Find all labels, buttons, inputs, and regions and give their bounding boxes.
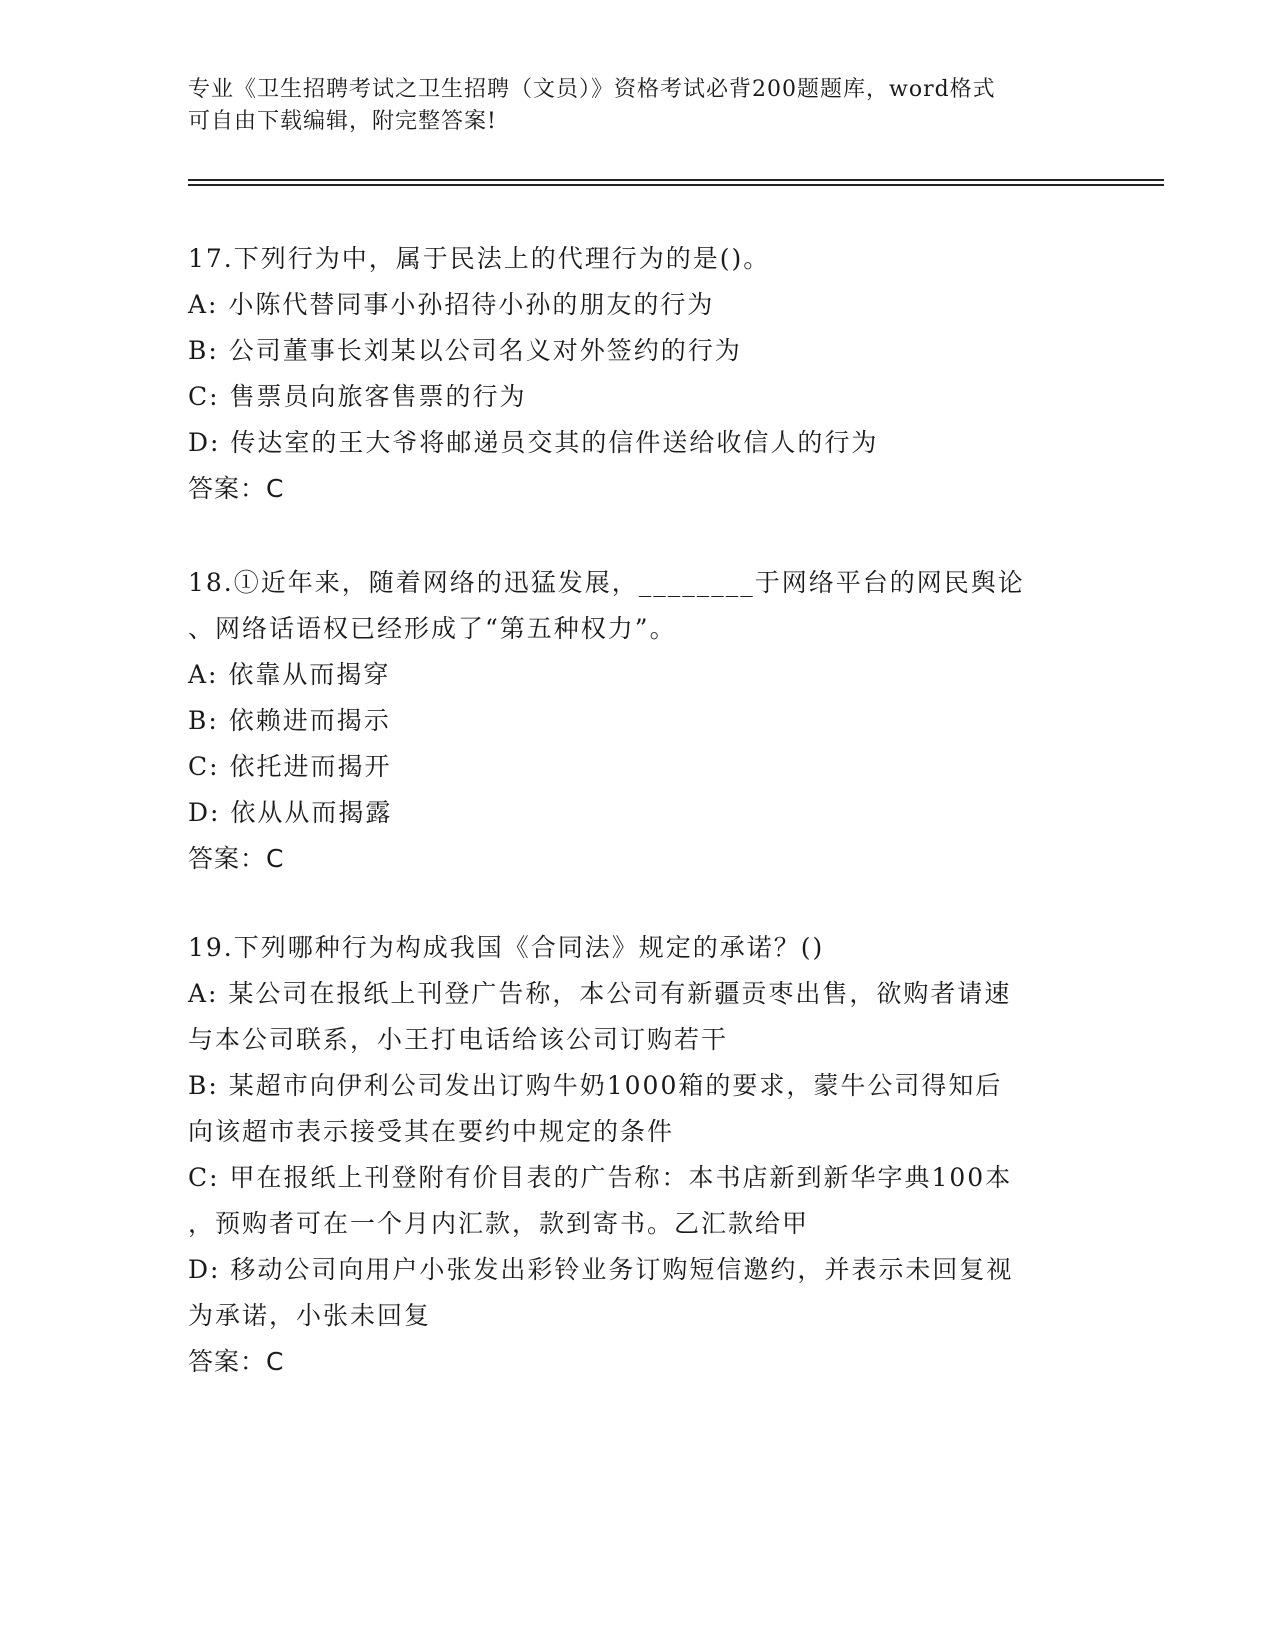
option-a: A: 小陈代替同事小孙招待小孙的朋友的行为 [188,290,715,319]
question-19 [188,925,1088,1385]
answer: 答案：C [188,844,285,873]
option-d: D: 依从从而揭露 [188,798,393,827]
option-b: B: 某超市向伊利公司发出订购牛奶1000箱的要求，蒙牛公司得知后 [188,1071,1003,1100]
option-d: D: 传达室的王大爷将邮递员交其的信件送给收信人的行为 [188,428,879,457]
option-a: A: 某公司在报纸上刊登广告称，本公司有新疆贡枣出售，欲购者请速 [188,979,1012,1008]
option-b: B: 公司董事长刘某以公司名义对外签约的行为 [188,336,742,365]
answer: 答案：C [188,1347,285,1376]
header-line-1: 专业《卫生招聘考试之卫生招聘（文员）》资格考试必背200题题库，word格式 [188,77,996,102]
answer: 答案：C [188,474,285,503]
option-c: C: 依托进而揭开 [188,752,392,781]
header-line-2: 可自由下载编辑，附完整答案! [188,109,497,134]
option-d: D: 移动公司向用户小张发出彩铃业务订购短信邀约，并表示未回复视 [188,1255,1014,1284]
option-c: C: 甲在报纸上刊登附有价目表的广告称：本书店新到新华字典100本 [188,1163,1013,1192]
document-header [188,74,1088,138]
option-b: B: 依赖进而揭示 [188,706,391,735]
question-stem: 18.①近年来，随着网络的迅猛发展，________于网络平台的网民舆论 [188,568,1025,597]
header-divider-top [188,179,1164,181]
option-c: C: 售票员向旅客售票的行为 [188,382,527,411]
question-stem: 17.下列行为中，属于民法上的代理行为的是()。 [188,244,771,273]
header-divider-bottom [188,184,1164,186]
question-18 [188,560,1088,882]
question-stem: 19.下列哪种行为构成我国《合同法》规定的承诺？() [188,933,825,962]
option-a: A: 依靠从而揭穿 [188,660,391,689]
question-17 [188,236,1088,512]
option-b-continued: 向该超市表示接受其在要约中规定的条件 [188,1117,675,1146]
option-c-continued: ，预购者可在一个月内汇款，款到寄书。乙汇款给甲 [188,1209,810,1238]
question-stem-continued: 、网络话语权已经形成了“第五种权力”。 [188,614,677,643]
option-a-continued: 与本公司联系，小王打电话给该公司订购若干 [188,1025,729,1054]
option-d-continued: 为承诺，小张未回复 [188,1301,432,1330]
